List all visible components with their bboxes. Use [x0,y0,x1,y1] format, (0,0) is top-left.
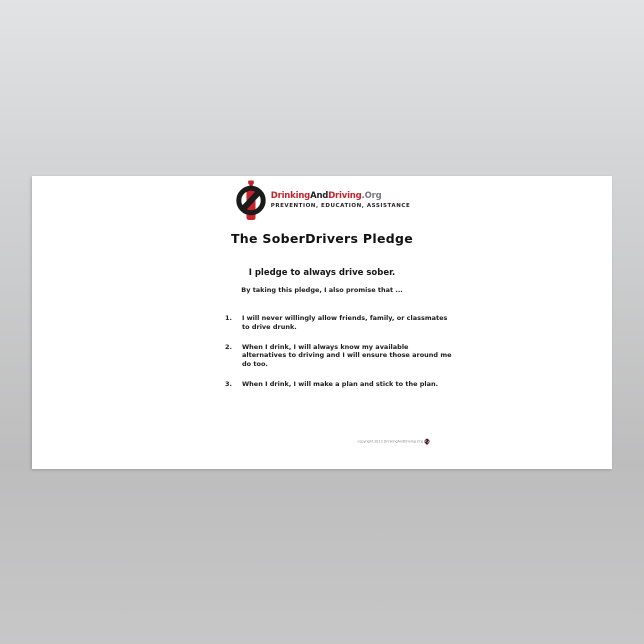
list-item [225,380,455,389]
list-item-number: 2. [225,342,232,351]
wordmark-drinking: Drinking [270,191,311,202]
org-wordmark [271,192,382,201]
wordmark-driving: Driving [328,191,362,202]
wordmark-org: .Org [361,191,382,202]
poster-title: The SoberDrivers Pledge [230,231,414,246]
list-item [225,314,455,332]
footer-logo-icon [424,438,430,445]
no-drinking-bottle-icon [234,180,268,221]
promise-intro: By taking this pledge, I also promise that ... [241,286,403,294]
poster-image [32,176,612,469]
copyright-text: copyright 2013 DrinkingAndDriving.Org [357,439,423,444]
list-item-text: When I drink, I will make a plan and stick to the plan. [242,379,439,388]
list-item-text: When I drink, I will always know my available alternatives to driving and I will ensure those around me do too. [242,342,452,369]
pledge-statement: I pledge to always drive sober. [248,268,396,278]
list-item-text: I will never willingly allow friends, family, or classmates to drive drunk. [242,314,448,331]
org-logo [32,180,612,221]
wordmark-and: And [310,191,329,202]
list-item-number: 3. [225,379,232,388]
org-tagline: PREVENTION, EDUCATION, ASSISTANCE [270,202,411,209]
pledge-list [225,314,455,400]
list-item-number: 1. [225,314,232,322]
poster-footer [304,438,430,445]
org-logo-text [271,192,411,209]
list-item [225,343,455,369]
